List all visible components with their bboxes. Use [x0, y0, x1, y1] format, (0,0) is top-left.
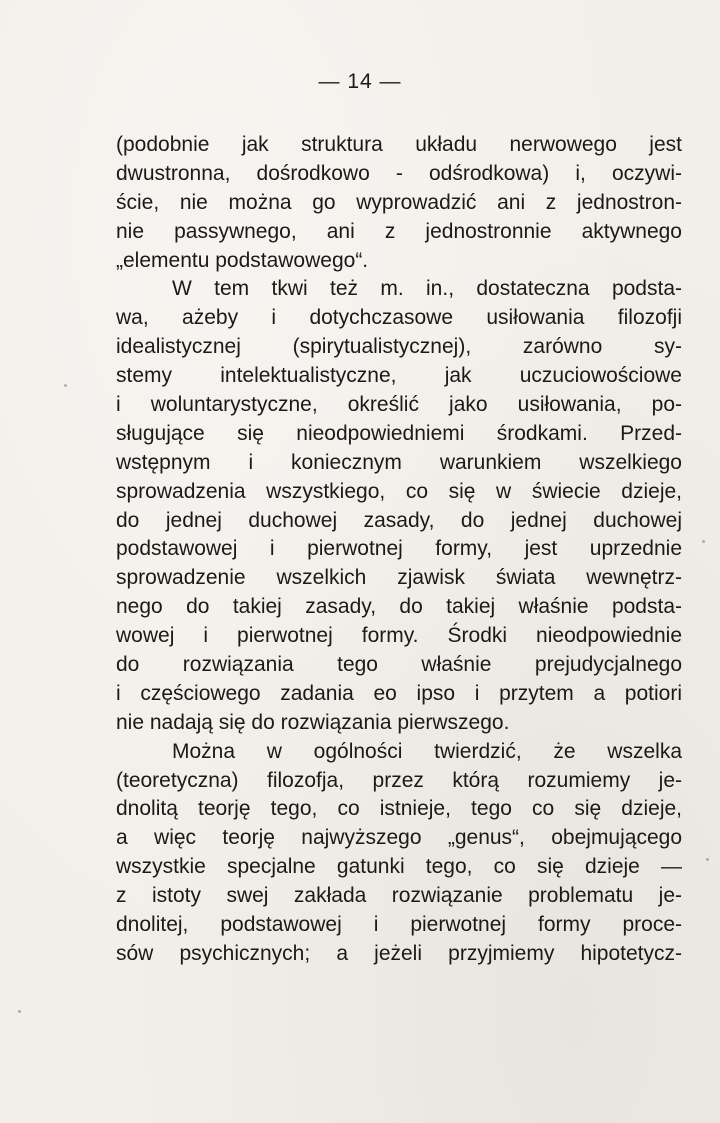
text-line: podstawowej i pierwotnej formy, jest uprzednie	[116, 537, 682, 561]
text-line: dnolitą teorję tego, co istnieje, tego co się dzieje,	[116, 797, 682, 821]
text-line: wa, ażeby i dotychczasowe usiłowania filozofji	[116, 306, 682, 330]
text-line: wowej i pierwotnej formy. Środki nieodpowiednie	[116, 624, 682, 648]
text-line: sów psychicznych; a jeżeli przyjmiemy hipotetycz-	[116, 941, 682, 965]
text-line: nie nadają się do rozwiązania pierwszego.	[116, 710, 510, 734]
body-text	[116, 131, 682, 969]
text-line: idealistycznej (spirytualistycznej), zarówno sy-	[116, 335, 682, 359]
text-line: wszystkie specjalne gatunki tego, co się dzieje —	[116, 855, 682, 879]
text-line: dnolitej, podstawowej i pierwotnej formy proce-	[116, 913, 682, 937]
paper-speck	[18, 1010, 21, 1013]
text-line: W tem tkwi też m. in., dostateczna podsta-	[172, 277, 682, 301]
text-line: Można w ogólności twierdzić, że wszelka	[172, 739, 682, 763]
text-line: do jednej duchowej zasady, do jednej duchowej	[116, 508, 682, 532]
text-line: „elementu podstawowego“.	[116, 248, 369, 272]
page-number: — 14 —	[318, 70, 402, 93]
text-line: i częściowego zadania eo ipso i przytem a potiori	[116, 681, 682, 705]
text-line: wstępnym i koniecznym warunkiem wszelkiego	[116, 450, 682, 474]
text-line: nego do takiej zasady, do takiej właśnie podsta-	[116, 595, 682, 619]
text-line: (teoretyczna) filozofja, przez którą rozumiemy je-	[116, 768, 682, 792]
text-line: nie passywnego, ani z jednostronnie aktywnego	[116, 219, 682, 243]
text-line: (podobnie jak struktura układu nerwowego jest	[116, 133, 682, 156]
text-line: stemy intelektualistyczne, jak uczuciowościowe	[116, 364, 682, 388]
paper-speck	[702, 540, 705, 543]
text-line: sprowadzenie wszelkich zjawisk świata wewnętrz-	[116, 566, 682, 590]
text-line: a więc teorję najwyższego „genus“, obejmującego	[116, 826, 682, 850]
text-line: dwustronna, dośrodkowo - odśrodkowa) i, oczywi-	[116, 161, 682, 185]
text-line: do rozwiązania tego właśnie prejudycjalnego	[116, 653, 682, 677]
text-line: i woluntarystyczne, określić jako usiłowania, po-	[116, 393, 682, 417]
text-line: ście, nie można go wyprowadzić ani z jednostron-	[116, 190, 682, 214]
paper-speck	[706, 858, 709, 861]
text-line: z istoty swej zakłada rozwiązanie problematu je-	[116, 884, 682, 908]
text-line: sługujące się nieodpowiedniemi środkami. Przed-	[116, 421, 682, 445]
paper-speck	[64, 384, 67, 387]
text-line: sprowadzenia wszystkiego, co się w świecie dzieje,	[116, 479, 682, 503]
